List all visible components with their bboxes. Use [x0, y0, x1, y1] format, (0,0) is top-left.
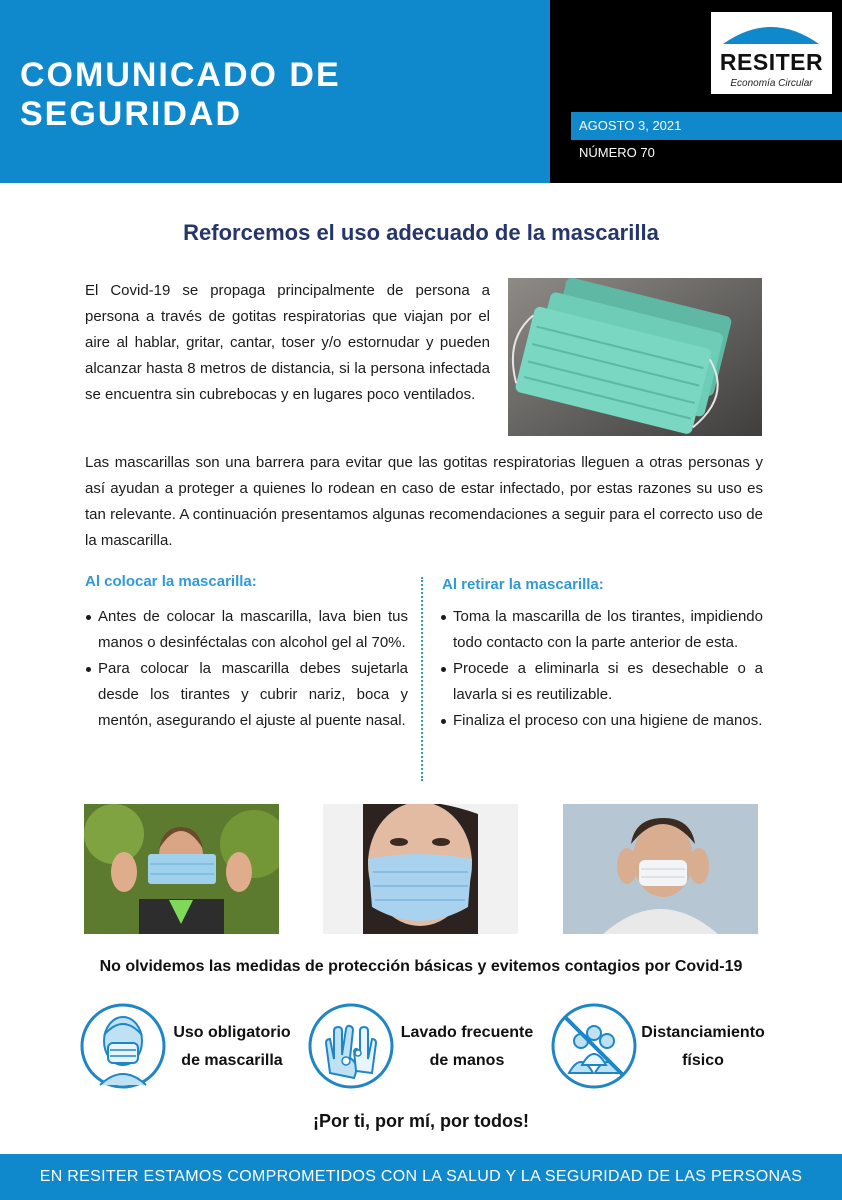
- social-distancing-icon: [551, 1003, 637, 1089]
- measure-label-handwashing: Lavado frecuente de manos: [400, 1024, 534, 1069]
- measure-label-distancing: Distanciamiento físico: [641, 1024, 765, 1069]
- man-adjusting-mask-photo: [563, 804, 758, 934]
- woman-wearing-mask-photo: [323, 804, 518, 934]
- list-item: Antes de colocar la mascarilla, lava bien tus manos o desinféctalas con alcohol gel al 70%.: [85, 604, 408, 656]
- put-on-list: [85, 604, 408, 734]
- issue-date: AGOSTO 3, 2021: [571, 112, 842, 140]
- column-divider: [421, 577, 423, 781]
- page-title: COMUNICADO DE SEGURIDAD: [20, 56, 341, 133]
- intro-paragraph: El Covid-19 se propaga principalmente de persona a persona a través de gotitas respiratorias que viajan por el aire al hablar, gritar, cantar, toser y/o estornudar y pueden alcanzar hasta 8 metros de distancia, si la persona infectada se encuentra sin cubrebocas y en lugares poco ventilados.: [85, 282, 490, 403]
- list-item: Toma la mascarilla de los tirantes, impidiendo todo contacto con la parte anterior de esta.: [440, 604, 763, 656]
- surgical-masks-photo: [508, 278, 762, 436]
- mask-face-icon: [80, 1003, 166, 1089]
- measure-label-mask: Uso obligatorio de mascarilla: [173, 1024, 291, 1069]
- take-off-heading: Al retirar la mascarilla:: [442, 576, 604, 593]
- slogan: ¡Por ti, por mí, por todos!: [313, 1111, 529, 1131]
- footer-banner: EN RESITER ESTAMOS COMPROMETIDOS CON LA SALUD Y LA SEGURIDAD DE LAS PERSONAS: [0, 1154, 842, 1200]
- put-on-heading: Al colocar la mascarilla:: [85, 573, 257, 590]
- list-item: Procede a eliminarla si es desechable o a lavarla si es reutilizable.: [440, 656, 763, 708]
- hand-washing-icon: [308, 1003, 394, 1089]
- list-item: Para colocar la mascarilla debes sujetarla desde los tirantes y cubrir nariz, boca y mentón, asegurando el ajuste al puente nasal.: [85, 656, 408, 734]
- article-title: Reforcemos el uso adecuado de la mascarilla: [183, 220, 659, 245]
- issue-number: NÚMERO 70: [579, 145, 655, 160]
- woman-holding-mask-photo: [84, 804, 279, 934]
- reminder-heading: No olvidemos las medidas de protección básicas y evitemos contagios por Covid-19: [99, 958, 743, 975]
- take-off-list: [440, 604, 763, 734]
- resiter-logo: RESITER Economía Circular: [711, 12, 832, 94]
- masks-purpose-paragraph: Las mascarillas son una barrera para evitar que las gotitas respiratorias lleguen a otras personas y así ayudan a proteger a quienes lo rodean en caso de estar infectado, por estas razones su uso es tan relevante. A continuación presentamos algunas recomendaciones a seguir para el correcto uso de la mascarilla.: [85, 454, 763, 549]
- list-item: Finaliza el proceso con una higiene de manos.: [440, 708, 763, 734]
